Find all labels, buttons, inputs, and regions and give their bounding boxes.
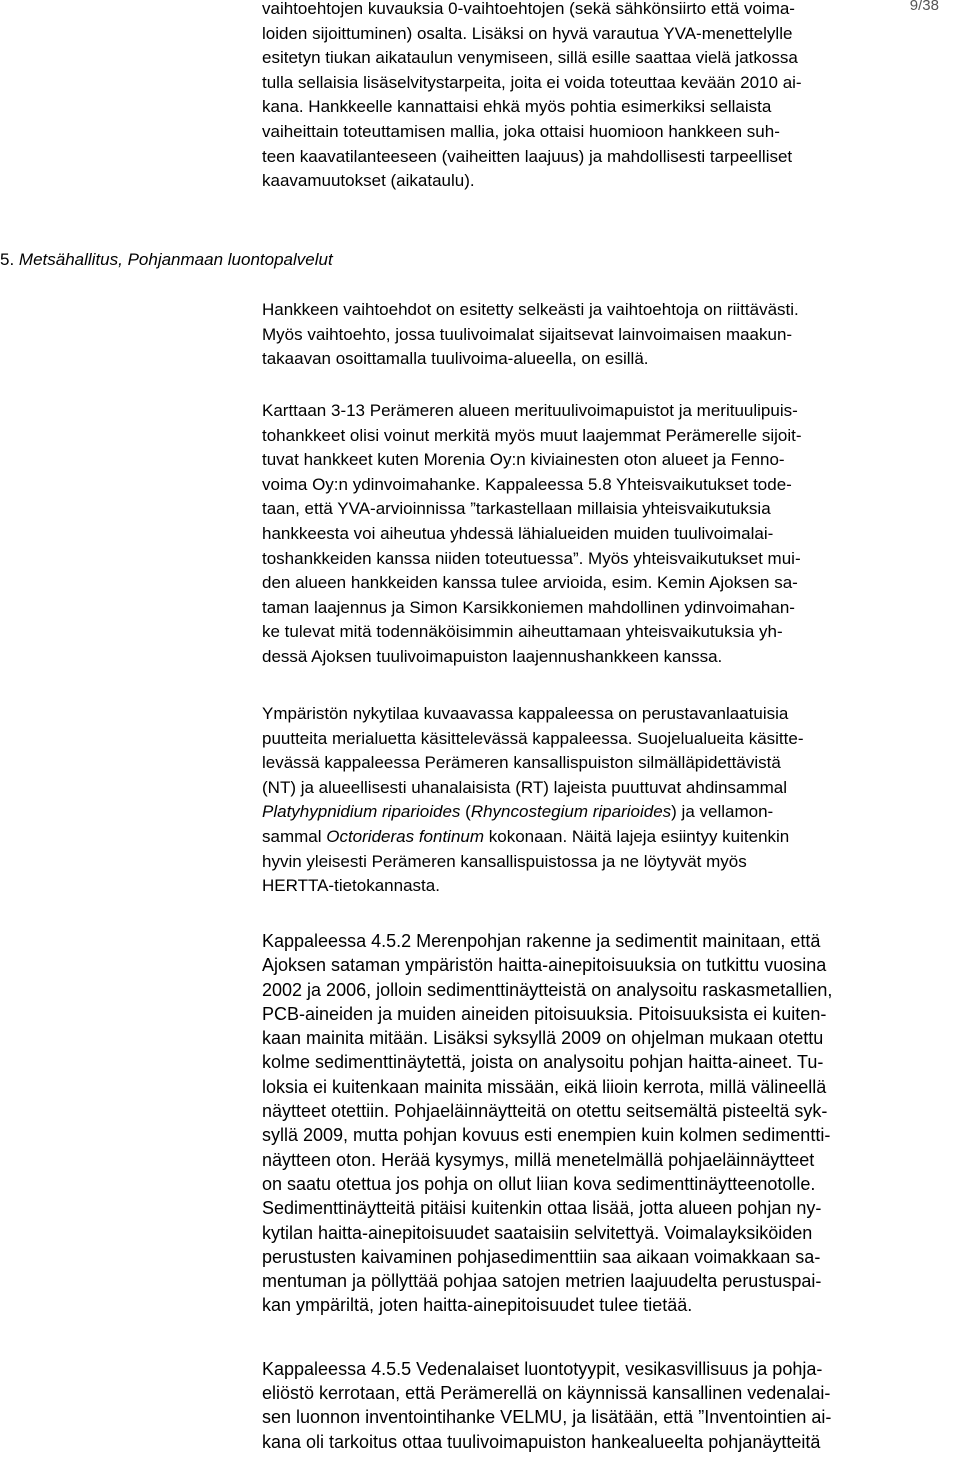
text-line: Kappaleessa 4.5.5 Vedenalaiset luontotyypit, vesikasvillisuus ja pohja- (262, 1359, 823, 1379)
text-line: hankkeesta voi aiheutua yhdessä lähialueiden muiden tuulivoimalai- (262, 523, 774, 543)
text-fragment: sammal (262, 826, 327, 846)
text-line: den alueen hankkeiden kanssa tulee arvioida, esim. Kemin Ajoksen sa- (262, 573, 798, 593)
text-line: vaihtoehtojen kuvauksia 0-vaihtoehtojen (sekä sähkönsiirto että voima- (262, 0, 795, 18)
text-line: toshankkeiden kanssa niiden toteutuessa”. Myös yhteisvaikutukset mui- (262, 548, 801, 568)
text-line: Sedimenttinäytteitä pitäisi kuitenkin ottaa lisää, jotta alueen pohjan ny- (262, 1198, 822, 1219)
text-line: vaiheittain toteuttamisen mallia, joka ottaisi huomioon hankkeen suh- (262, 121, 780, 141)
text-line (262, 800, 952, 825)
text-line: ke tulevat mitä todennäköisimmin aiheuttamaan yhteisvaikutuksia yh- (262, 622, 783, 642)
text-line: Myös vaihtoehto, jossa tuulivoimalat sijaitsevat lainvoimaisen maakun- (262, 324, 793, 344)
text-line: kana. Hankkeelle kannattaisi ehkä myös pohtia esimerkiksi sellaista (262, 97, 772, 117)
paragraph-alternatives (262, 298, 952, 372)
text-line: sen luonnon inventointihanke VELMU, ja lisätään, että ”Inventointien ai- (262, 1407, 832, 1428)
text-line: syllä 2009, mutta pohjan kovuus esti enempien kuin kolmen sedimentti- (262, 1125, 831, 1146)
text-line: (NT) ja alueellisesti uhanalaisista (RT) lajeista puuttuvat ahdinsammal (262, 777, 788, 797)
text-line: levässä kappaleessa Perämeren kansallispuiston silmälläpidettävistä (262, 753, 781, 773)
text-line: 2002 ja 2006, jolloin sedimenttinäytteistä on analysoitu raskasmetallien, (262, 979, 833, 1000)
text-line: kaan mainita mitään. Lisäksi syksyllä 2009 on ohjelman mukaan otettu (262, 1028, 824, 1049)
paragraph-map-combined-effects (262, 399, 952, 670)
section-title: Metsähallitus, Pohjanmaan luontopalvelut (18, 250, 333, 269)
section-number: 5. (0, 250, 15, 269)
text-line (262, 825, 952, 850)
text-fragment: ) ja vellamon- (671, 802, 774, 822)
text-line: perustusten kaivaminen pohjasedimenttiin saa aikaan voimakkaan sa- (262, 1246, 821, 1267)
species-name: Platyhypnidium riparioides (262, 802, 461, 822)
text-line: tuvat hankkeet kuten Morenia Oy:n kiviainesten oton alueet ja Fenno- (262, 450, 785, 470)
text-line: tohankkeet olisi voinut merkitä myös muut laajemmat Perämerelle sijoit- (262, 425, 802, 445)
text-line: voima Oy:n ydinvoimahanke. Kappaleessa 5.8 Yhteisvaikutukset tode- (262, 474, 792, 494)
paragraph-seabed-sediments (262, 929, 952, 1318)
text-line: näytteen oton. Herää kysymys, millä menetelmällä pohjaeläinnäytteet (262, 1149, 815, 1170)
text-line: Ajoksen sataman ympäristön haitta-ainepitoisuuksia on tutkittu vuosina (262, 955, 827, 976)
text-line: kan ympäriltä, joten haitta-ainepitoisuudet tulee tietää. (262, 1295, 693, 1316)
text-line: taman laajennus ja Simon Karsikkoniemen mahdollinen ydinvoimahan- (262, 597, 795, 617)
text-line: on saatu otettua jos pohja on ollut liian kova sedimenttinäytteenotolle. (262, 1173, 816, 1194)
paragraph-underwater-habitats (262, 1357, 952, 1454)
text-line: loiden sijoittuminen) osalta. Lisäksi on hyvä varautua YVA-menettelylle (262, 23, 793, 43)
text-line: kaavamuutokset (aikataulu). (262, 171, 475, 191)
text-line: mentuman ja pöllyttää pohjaa satojen metrien laajuudelta perustuspai- (262, 1271, 822, 1292)
text-line: eliöstö kerrotaan, että Perämerellä on käynnissä kansallinen vedenalai- (262, 1383, 831, 1404)
section-heading (0, 247, 333, 272)
text-line: tulla sellaisia lisäselvitystarpeita, joita ei voida toteuttaa kevään 2010 ai- (262, 72, 802, 92)
text-line: HERTTA-tietokannasta. (262, 876, 440, 896)
text-line: taan, että YVA-arvioinnissa ”tarkastellaan millaisia yhteisvaikutuksia (262, 499, 771, 519)
text-line: takaavan osoittamalla tuulivoima-alueella, on esillä. (262, 349, 649, 369)
text-line: kolme sedimenttinäytettä, joista on analysoitu pohjan haitta-aineet. Tu- (262, 1052, 824, 1073)
text-line: Kappaleessa 4.5.2 Merenpohjan rakenne ja sedimentit mainitaan, että (262, 931, 821, 951)
text-line: esitetyn tiukan aikataulun venymiseen, sillä esille saattaa vielä jatkossa (262, 48, 798, 68)
text-line: teen kaavatilanteeseen (vaiheitten laajuus) ja mahdollisesti tarpeelliset (262, 146, 793, 166)
text-line: puutteita merialuetta käsittelevässä kappaleessa. Suojelualueita käsitte- (262, 728, 804, 748)
species-name: Octorideras fontinum (326, 826, 485, 846)
text-line: kytilan haitta-ainepitoisuudet saataisiin selvitettyä. Voimalayksiköiden (262, 1222, 813, 1243)
text-line: kana oli tarkoitus ottaa tuulivoimapuiston hankealueelta pohjanäytteitä (262, 1431, 821, 1452)
text-line: Karttaan 3-13 Perämeren alueen merituulivoimapuistot ja merituulipuis- (262, 401, 798, 420)
text-fragment: ( (460, 802, 471, 822)
text-line: Hankkeen vaihtoehdot on esitetty selkeästi ja vaihtoehtoja on riittävästi. (262, 300, 799, 319)
text-line: PCB-aineiden ja muiden aineiden pitoisuuksia. Pitoisuuksista ei kuiten- (262, 1003, 827, 1024)
species-name: Rhyncostegium riparioides (470, 802, 672, 822)
page-number: 9/38 (909, 0, 939, 14)
paragraph-environment-state (262, 702, 952, 899)
text-line: näytteet otettiin. Pohjaeläinnäytteitä on otettu seitsemältä pisteeltä syk- (262, 1101, 828, 1122)
text-fragment: kokonaan. Näitä lajeja esiintyy kuitenkin (484, 826, 790, 846)
text-line: Ympäristön nykytilaa kuvaavassa kappaleessa on perustavanlaatuisia (262, 704, 789, 723)
text-line: hyvin yleisesti Perämeren kansallispuistossa ja ne löytyvät myös (262, 851, 747, 871)
text-line: loksia ei kuitenkaan mainita missään, eikä liioin kerrota, millä välineellä (262, 1076, 827, 1097)
paragraph-continuation (262, 0, 952, 194)
text-line: dessä Ajoksen tuulivoimapuiston laajennushankkeen kanssa. (262, 646, 723, 666)
